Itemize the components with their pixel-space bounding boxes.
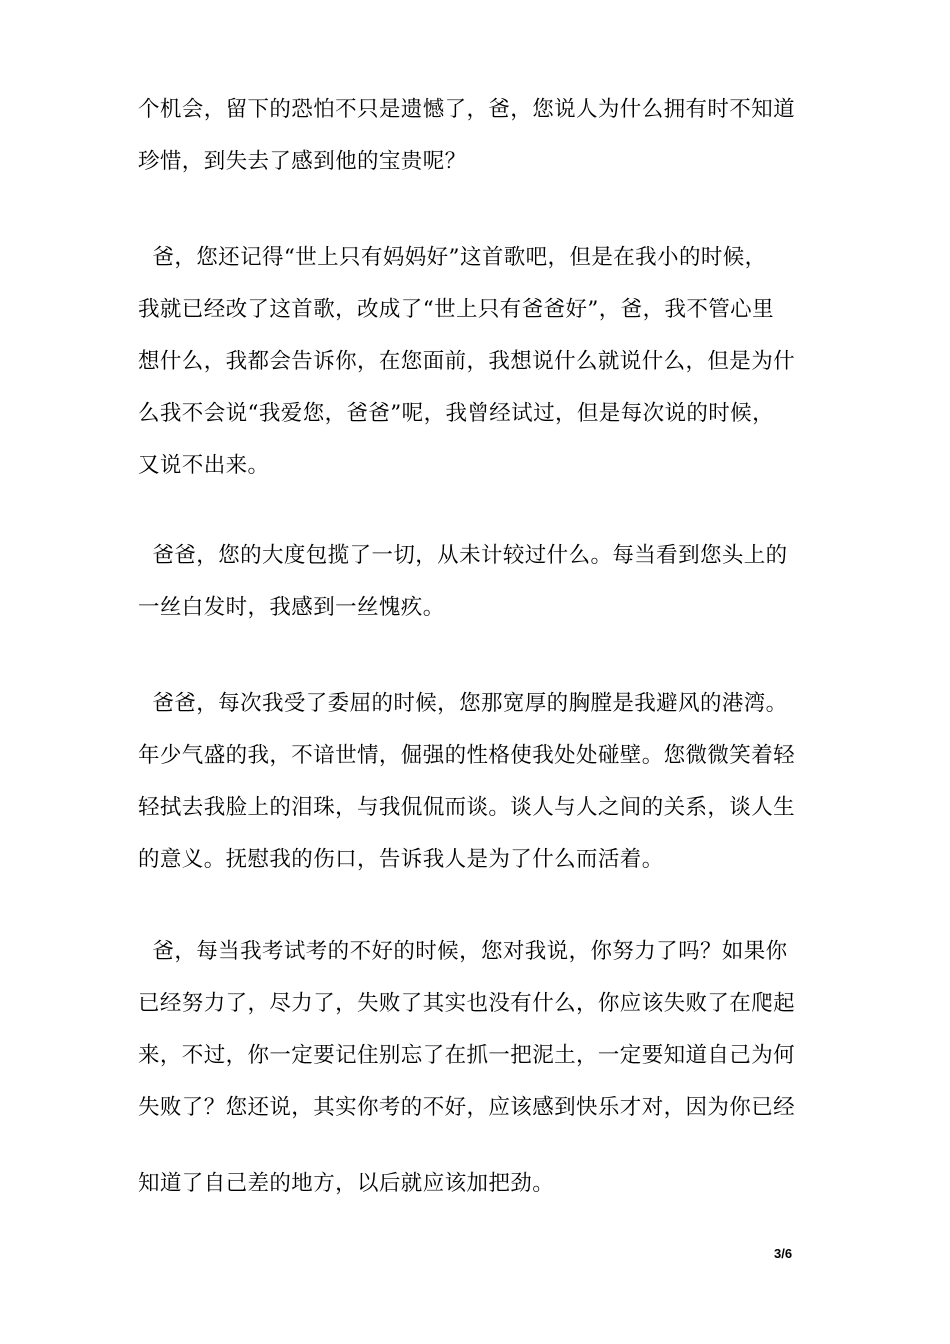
paragraph-line: 珍惜，到失去了感到他的宝贵呢？ xyxy=(138,149,467,174)
paragraph-line: 一丝白发时，我感到一丝愧疚。 xyxy=(138,595,445,620)
paragraph-1 xyxy=(138,84,814,188)
paragraph-line: 又说不出来。 xyxy=(138,453,270,478)
paragraph-3 xyxy=(138,530,814,634)
paragraph-line: 么我不会说“我爱您，爸爸”呢，我曾经试过，但是每次说的时候， xyxy=(138,401,774,426)
paragraph-line: 轻拭去我脸上的泪珠，与我侃侃而谈。谈人与人之间的关系，谈人生 xyxy=(138,795,796,820)
paragraph-line: 爸，每当我考试考的不好的时候，您对我说，你努力了吗？如果你 xyxy=(138,939,788,964)
paragraph-line: 知道了自己差的地方，以后就应该加把劲。 xyxy=(138,1171,555,1196)
paragraph-5 xyxy=(138,926,814,1134)
paragraph-line: 年少气盛的我，不谙世情，倔强的性格使我处处碰壁。您微微笑着轻 xyxy=(138,743,796,768)
paragraph-4 xyxy=(138,678,814,886)
page-number: 3/6 xyxy=(774,1246,793,1261)
paragraph-6 xyxy=(138,1158,814,1210)
paragraph-line: 爸爸，每次我受了委屈的时候，您那宽厚的胸膛是我避风的港湾。 xyxy=(138,691,788,716)
paragraph-line: 的意义。抚慰我的伤口，告诉我人是为了什么而活着。 xyxy=(138,847,664,872)
paragraph-line: 来，不过，你一定要记住别忘了在抓一把泥土，一定要知道自己为何 xyxy=(138,1043,796,1068)
paragraph-2 xyxy=(138,232,814,492)
paragraph-line: 失败了？您还说，其实你考的不好，应该感到快乐才对，因为你已经 xyxy=(138,1095,796,1120)
paragraph-line: 爸，您还记得“世上只有妈妈好”这首歌吧，但是在我小的时候， xyxy=(138,245,767,270)
paragraph-line: 爸爸，您的大度包揽了一切，从未计较过什么。每当看到您头上的 xyxy=(138,543,788,568)
paragraph-line: 我就已经改了这首歌，改成了“世上只有爸爸好”，爸，我不管心里 xyxy=(138,297,774,322)
paragraph-line: 想什么，我都会告诉你，在您面前，我想说什么就说什么，但是为什 xyxy=(138,349,796,374)
paragraph-line: 个机会，留下的恐怕不只是遗憾了，爸，您说人为什么拥有时不知道 xyxy=(138,97,796,122)
paragraph-line: 已经努力了，尽力了，失败了其实也没有什么，你应该失败了在爬起 xyxy=(138,991,796,1016)
